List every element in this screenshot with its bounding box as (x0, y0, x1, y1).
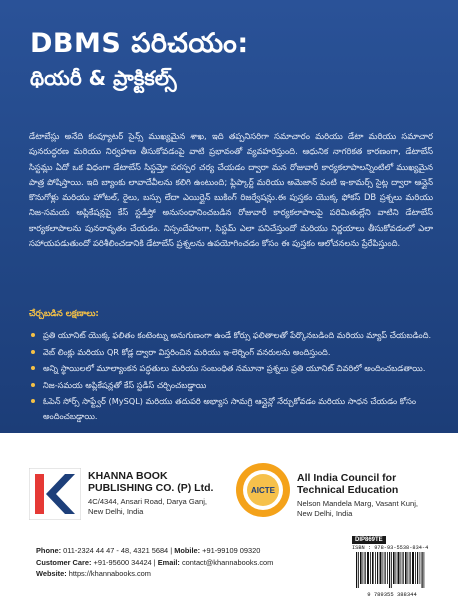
contact-block (36, 545, 273, 580)
book-subtitle: థియరీ & ప్రాక్టికల్స్ (30, 66, 177, 90)
care-value: +91-95600 34424 (93, 557, 152, 567)
khanna-logo-icon (29, 468, 81, 520)
aicte-logo-icon (234, 461, 292, 519)
website-value[interactable]: https://khannabooks.com (68, 569, 151, 578)
contact-care-row (36, 557, 273, 569)
publisher-name-line2: PUBLISHING CO. (P) Ltd. (88, 482, 214, 494)
book-title: DBMS పరిచయం: (30, 28, 249, 59)
aicte-address (297, 499, 447, 519)
bullet-icon (31, 366, 35, 370)
aicte-address-line1: Nelson Mandela Marg, Vasant Kunj, (297, 499, 419, 508)
publisher-name (88, 470, 238, 494)
mobile-value: +91-99109 09320 (202, 546, 261, 555)
feature-text: ఓపెన్ సోర్స్ సాఫ్ట్వేర్ (MySQL) మరియు తదుపరి అభ్యాస సామగ్రి ఆన్లైన్లో నేర్చుకోవడం మరియు సాధన చేయడం కోసం అందించబడ్డాయి. (43, 396, 416, 421)
feature-item (29, 378, 433, 393)
phone-value: 011-2324 44 47 - 48, 4321 5684 (63, 546, 169, 555)
feature-text: ప్రతి యూనిట్ యొక్క ఫలితం కంటెంట్ను అనుగుణంగా ఉండే కోర్సు ఫలితాలతో పేర్కొనబడింది మరియు మ్యాప్ చేయబడింది. (43, 330, 432, 340)
aicte-name-line1: All India Council for (297, 472, 397, 484)
product-code: DIP869TE (352, 536, 386, 544)
bullet-icon (31, 350, 35, 354)
feature-item (29, 345, 433, 360)
contact-phone-row (36, 545, 273, 557)
bullet-icon (31, 383, 35, 387)
contact-website-row (36, 568, 273, 580)
publisher-address-line1: 4C/4344, Ansari Road, Darya Ganj, (88, 497, 208, 506)
book-description: డేటాబేస్లు అనేది కంప్యూటర్ సైన్స్ ముఖ్యమైన శాఖ, ఇది తప్పనిసరిగా సమాచారం మరియు డేటా మరియు సమాచార పునరుద్ధరణ మరియు నిర్వహణ తీసుకోవడంపై వాటి ప్రభావంతో వ్యవహరిస్తుంది. ఆధునిక నాగరికత కారణంగా, డేటాబేస్ సిస్టమ్లు ఏదో ఒక విధంగా డేటాబేస్ సిస్టమ్తో పరస్పర చర్య చేయడం ద్వారా మన రోజువారీ కార్యకలాపాలన్నింటిలో ముఖ్యమైన పాత్ర పోషిస్తాయి. ఇది బ్యాంకు లావాదేవీలను కలిగి ఉంటుంది; ఫ్లిప్కార్ట్ మరియు అమెజాన్ వంటి ఇ-కామర్స్ సైట్ల ద్వారా ఆన్లైన్ కొనుగోళ్లు మరియు హోటల్, రైలు, బస్సు లేదా ఎయిర్లైన్ బుకింగ్ రిజర్వేషన్లు.ఈ పుస్తకం యొక్క ఫోకస్ DB ప్రశ్నలు మరియు నిజ-సమయ అప్లికేషన్లపై కేస్ స్టడీస్తో అనుసంధానించబడిన రోజువారీ కార్యకలాపాలపై పరిమితుల్లేని వాటిని డేటాబేస్ కార్యకలాపాలను పునరావృతం చేయడం. నిస్సందేహంగా, సిస్టమ్ ఎలా పనిచేస్తుందో మరియు నిర్ణయాలు తీసుకోవడంలో ఎలా సహాయపడుతుందో పరిశీలించడానికి డేటాబేస్ ప్రశ్నలను ఉపయోగించడం కోసం ఈ పుస్తకం ఆలోచనలను ప్రేరేపిస్తుంది. (29, 131, 433, 249)
feature-item (29, 361, 433, 376)
email-label: Email: (157, 557, 180, 567)
barcode-number: 9 789355 388344 (367, 591, 417, 598)
aicte-address-line2: New Delhi, India (297, 509, 353, 518)
aicte-name-line2: Technical Education (297, 484, 399, 496)
separator: | (170, 546, 175, 555)
isbn-text: ISBN : 978-93-5538-834-4 (352, 545, 429, 551)
publisher-name-line1: KHANNA BOOK (88, 470, 168, 482)
feature-text: నిజ-సమయ అప్లికేషన్లతో కేస్ స్టడీస్ చర్చించబడ్డాయి (43, 379, 207, 390)
separator: | (153, 557, 158, 567)
email-value[interactable]: contact@khannabooks.com (181, 557, 274, 567)
publisher-address (88, 497, 238, 517)
publisher-address-line2: New Delhi, India (88, 507, 144, 516)
bullet-icon (31, 333, 35, 337)
features-list (29, 328, 433, 425)
feature-text: అన్ని స్థాయిలలో మూల్యాంకన పద్ధతులు మరియు సంబంధిత నమూనా ప్రశ్నలు ప్రతి యూనిట్ చివరిలో అందించబడతాయి. (43, 363, 426, 373)
care-label: Customer Care: (36, 557, 92, 567)
aicte-logo-text: AICTE (251, 486, 275, 495)
feature-item (29, 394, 433, 423)
mobile-label: Mobile: (174, 546, 201, 555)
feature-text: వెబ్ లింక్లు మరియు QR కోడ్ల ద్వారా విస్తరించిన మరియు ఇ-లెర్నింగ్ వనరులను అందిస్తుంది. (43, 346, 331, 357)
website-label: Website: (36, 569, 67, 578)
feature-item (29, 328, 433, 343)
aicte-name (297, 472, 447, 496)
features-heading: చేర్చబడిన లక్షణాలు: (29, 309, 99, 319)
bullet-icon (31, 399, 35, 403)
phone-label: Phone: (36, 546, 62, 555)
